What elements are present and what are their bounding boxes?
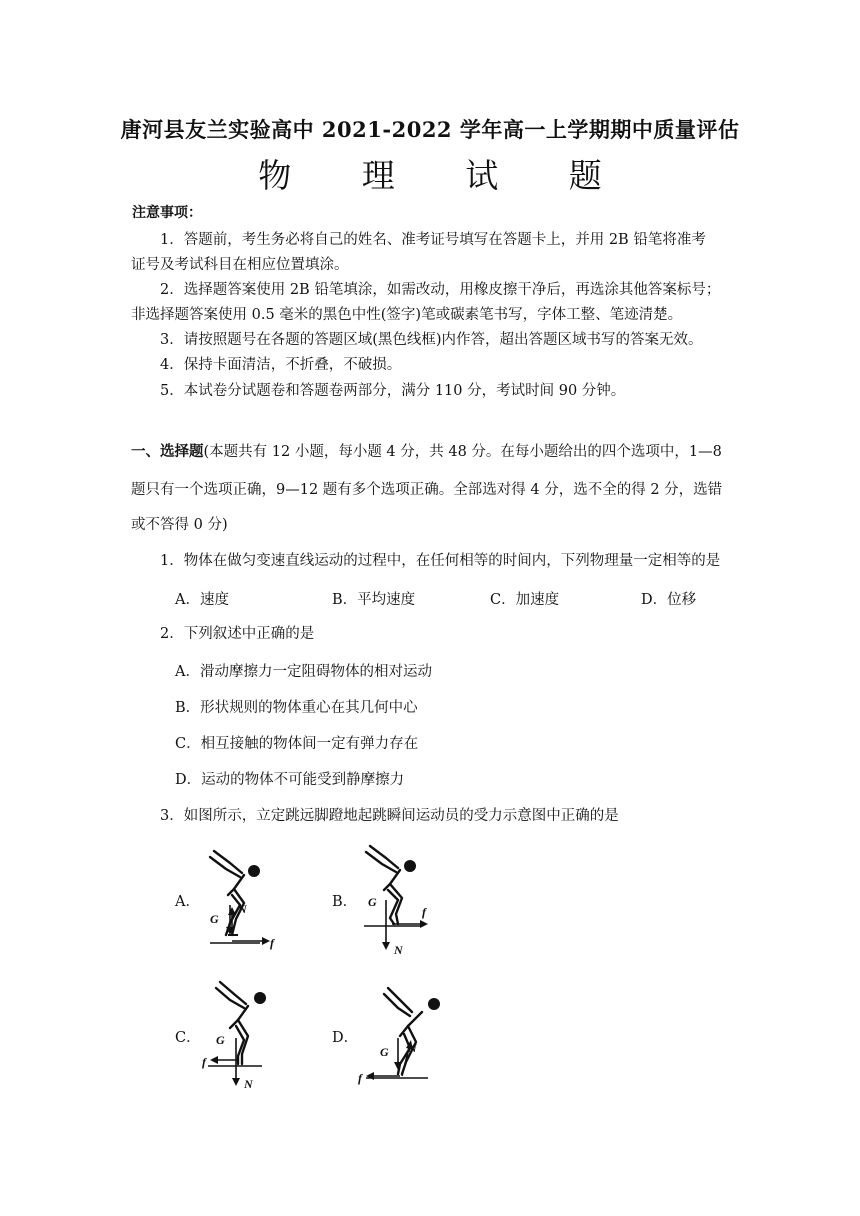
figure-d-diagram xyxy=(358,982,448,1092)
figure-b-arrowhead-n xyxy=(382,942,390,950)
figure-a-arrowhead-f xyxy=(262,937,270,945)
question-1-option-a: A．速度 xyxy=(175,592,229,608)
figure-b-arrowhead-f xyxy=(420,920,428,928)
question-1-option-b: B．平均速度 xyxy=(332,592,416,608)
figure-a-n-label: N xyxy=(238,902,247,916)
athlete-figure-b xyxy=(366,846,416,924)
notes-line-7: 5．本试卷分试题卷和答题卷两部分，满分 110 分，考试时间 90 分钟。 xyxy=(160,383,626,399)
figure-a-arrowhead-n xyxy=(228,907,236,915)
figure-d-g-label: G xyxy=(380,1045,389,1059)
athlete-figure-c xyxy=(216,982,266,1064)
figure-c-arrowhead-n xyxy=(232,1078,240,1086)
exam-subject: 物 理 试 题 xyxy=(258,156,632,195)
question-3-stem: 3．如图所示，立定跳远脚蹬地起跳瞬间运动员的受力示意图中正确的是 xyxy=(160,808,619,824)
question-1-option-d: D．位移 xyxy=(641,592,697,608)
figure-a-diagram xyxy=(200,843,290,958)
question-2-option-b: B．形状规则的物体重心在其几何中心 xyxy=(175,700,418,716)
figure-c-g-label: G xyxy=(216,1033,225,1047)
figure-c-diagram xyxy=(198,978,288,1096)
question-1-option-c: C．加速度 xyxy=(490,592,560,608)
figure-a-label: A． xyxy=(175,894,200,910)
section-heading: 一、选择题 xyxy=(131,443,204,460)
question-2-option-a: A．滑动摩擦力一定阻碍物体的相对运动 xyxy=(175,664,432,680)
athlete-figure-d xyxy=(384,988,440,1074)
figure-d-arrowhead-f xyxy=(366,1072,374,1080)
figure-b-n-label: N xyxy=(394,943,403,957)
question-2-option-c: C．相互接触的物体间一定有弹力存在 xyxy=(175,736,419,752)
notes-line-3: 2．选择题答案使用 2B 铅笔填涂，如需改动，用橡皮擦干净后，再选涂其他答案标号； xyxy=(160,282,721,298)
notes-line-6: 4．保持卡面清洁，不折叠，不破损。 xyxy=(160,357,402,373)
figure-b-diagram xyxy=(356,838,446,956)
notes-line-5: 3．请按照题号在各题的答题区域(黑色线框)内作答，超出答题区域书写的答案无效。 xyxy=(160,332,703,348)
notes-line-1: 1．答题前，考生务必将自己的姓名、准考证号填写在答题卡上，并用 2B 铅笔将准考 xyxy=(160,232,706,248)
section-intro-line-3: 或不答得 0 分) xyxy=(131,517,228,533)
exam-title: 唐河县友兰实验高中 2021-2022 学年高一上学期期中质量评估 xyxy=(120,117,740,142)
section-intro-line-1 xyxy=(131,441,722,463)
figure-d-n-label: N xyxy=(408,1041,417,1055)
section-intro-line-2: 题只有一个选项正确，9—12 题有多个选项正确。全部选对得 4 分，选不全的得 2 分，选错 xyxy=(131,482,723,498)
figure-c-label: C． xyxy=(175,1030,201,1046)
figure-c-f-label: f xyxy=(202,1055,206,1069)
figure-d-label: D． xyxy=(332,1030,359,1046)
question-2-stem: 2．下列叙述中正确的是 xyxy=(160,626,315,642)
figure-b-f-label: f xyxy=(422,905,426,919)
figure-b-label: B． xyxy=(332,894,358,910)
figure-d-f-label: f xyxy=(358,1071,362,1085)
figure-b-g-label: G xyxy=(368,895,377,909)
figure-c-n-label: N xyxy=(244,1077,253,1091)
question-1-stem: 1．物体在做匀变速直线运动的过程中，在任何相等的时间内，下列物理量一定相等的是 xyxy=(160,553,721,569)
question-2-option-d: D．运动的物体不可能受到静摩擦力 xyxy=(175,772,405,788)
section-intro-text-1: (本题共有 12 小题，每小题 4 分，共 48 分。在每小题给出的四个选项中，1—8 xyxy=(203,444,722,460)
figure-a-f-label: f xyxy=(270,936,274,950)
notes-heading: 注意事项： xyxy=(132,205,202,221)
figure-c-arrowhead-f xyxy=(210,1056,218,1064)
figure-a-g-label: G xyxy=(210,912,219,926)
notes-line-4: 非选择题答案使用 0.5 毫米的黑色中性(签字)笔或碳素笔书写，字体工整、笔迹清楚。 xyxy=(131,307,683,323)
notes-line-2: 证号及考试科目在相应位置填涂。 xyxy=(131,257,349,273)
